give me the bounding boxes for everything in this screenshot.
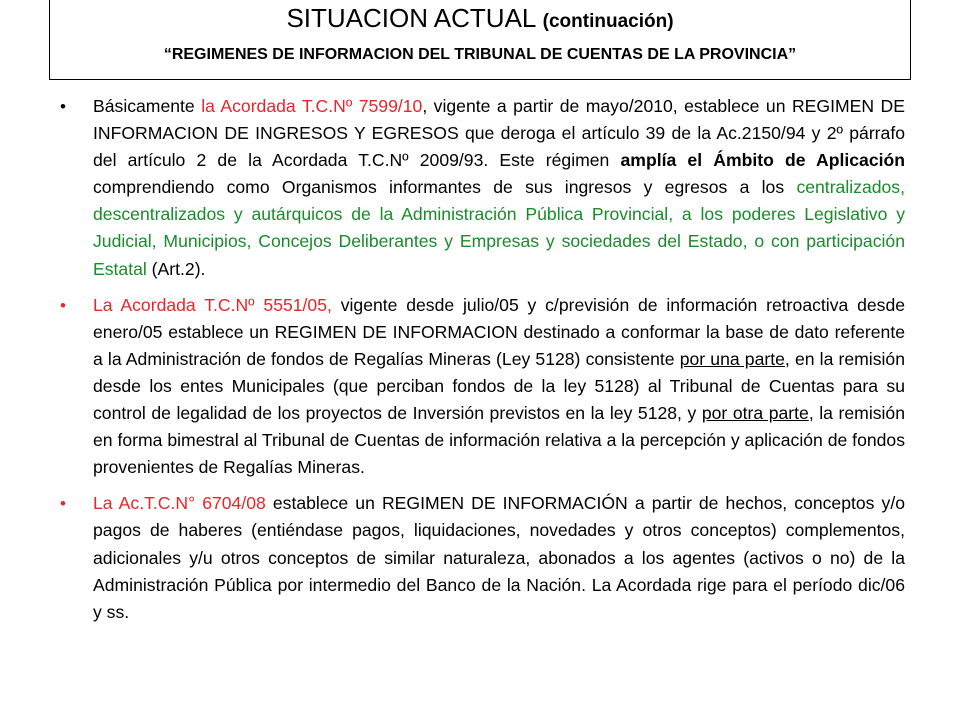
bullet-item-2 — [60, 292, 905, 482]
bullet-list — [60, 93, 905, 635]
text-run: Básicamente — [93, 96, 202, 116]
organismos-list: centralizados, descentralizados y autárquicos de la Administración Pública Provincial, a los poderes Legislativo y Judicial, Municipios, Concejos Deliberantes y Empresas y sociedades del Estado, o con participación Estatal — [93, 177, 905, 279]
title-text: SITUACION ACTUAL — [286, 3, 536, 33]
bullet-icon: • — [60, 97, 66, 116]
page-title — [50, 2, 910, 38]
acordada-6704-ref: La Ac.T.C.N° 6704/08 — [93, 493, 266, 514]
title-suffix: (continuación) — [542, 11, 674, 32]
text-run: establece un REGIMEN DE INFORMACIÓN a partir de hechos, conceptos y/o pagos de haberes (entiéndase pagos, liquidaciones, novedades y otros conceptos) complementos, adicionales y/u otros conceptos de similar naturaleza, abonados a los agentes (activos o no) de la Administración Pública por intermedio del Banco de la Nación. La Acordada rige para el período dic/06 y ss. — [93, 493, 905, 622]
bullet-item-3 — [60, 490, 905, 625]
acordada-7599-ref: la Acordada T.C.Nº 7599/10 — [201, 96, 423, 116]
page-subtitle: “REGIMENES DE INFORMACION DEL TRIBUNAL DE CUENTAS DE LA PROVINCIA” — [163, 46, 797, 63]
text-run: comprendiendo como Organismos informantes de sus ingresos y egresos a los — [93, 177, 797, 198]
bullet-icon: • — [60, 295, 66, 315]
text-run: , vigente a partir de mayo/2010, establece un REGIMEN DE INFORMACION DE INGRESOS Y EGRESOS que deroga el artículo 39 de la Ac.2150/94 y 2º párrafo del artículo 2 de la Acordada T.C.Nº 2009/93. Este régimen — [93, 96, 905, 171]
bullet-icon: • — [60, 494, 66, 514]
title-box — [49, 0, 911, 80]
emphasis-ambito: amplía el Ámbito de Aplicación — [620, 150, 905, 171]
underlined-por-otra-parte: por otra parte — [701, 403, 809, 424]
text-run: (Art.2). — [146, 258, 206, 279]
acordada-5551-ref: La Acordada T.C.Nº 5551/05, — [93, 294, 332, 315]
underlined-por-una-parte: por una parte — [679, 348, 785, 369]
text-run: , la remisión en forma bimestral al Tribunal de Cuentas de información relativa a la percepción y aplicación de fondos provenientes de Regalías Mineras. — [93, 403, 906, 478]
text-run: , en la remisión desde los entes Municipales (que perciban fondos de la ley 5128) al Tribunal de Cuentas para su control de legalidad de los proyectos de Inversión previstos en la ley 5128, y — [93, 348, 905, 424]
bullet-item-1 — [60, 93, 905, 283]
text-run: vigente desde julio/05 y c/previsión de información retroactiva desde enero/05 establece un REGIMEN DE INFORMACION destinado a conformar la base de dato referente a la Administración de fondos de Regalías Mineras (Ley 5128) consistente — [93, 294, 906, 369]
